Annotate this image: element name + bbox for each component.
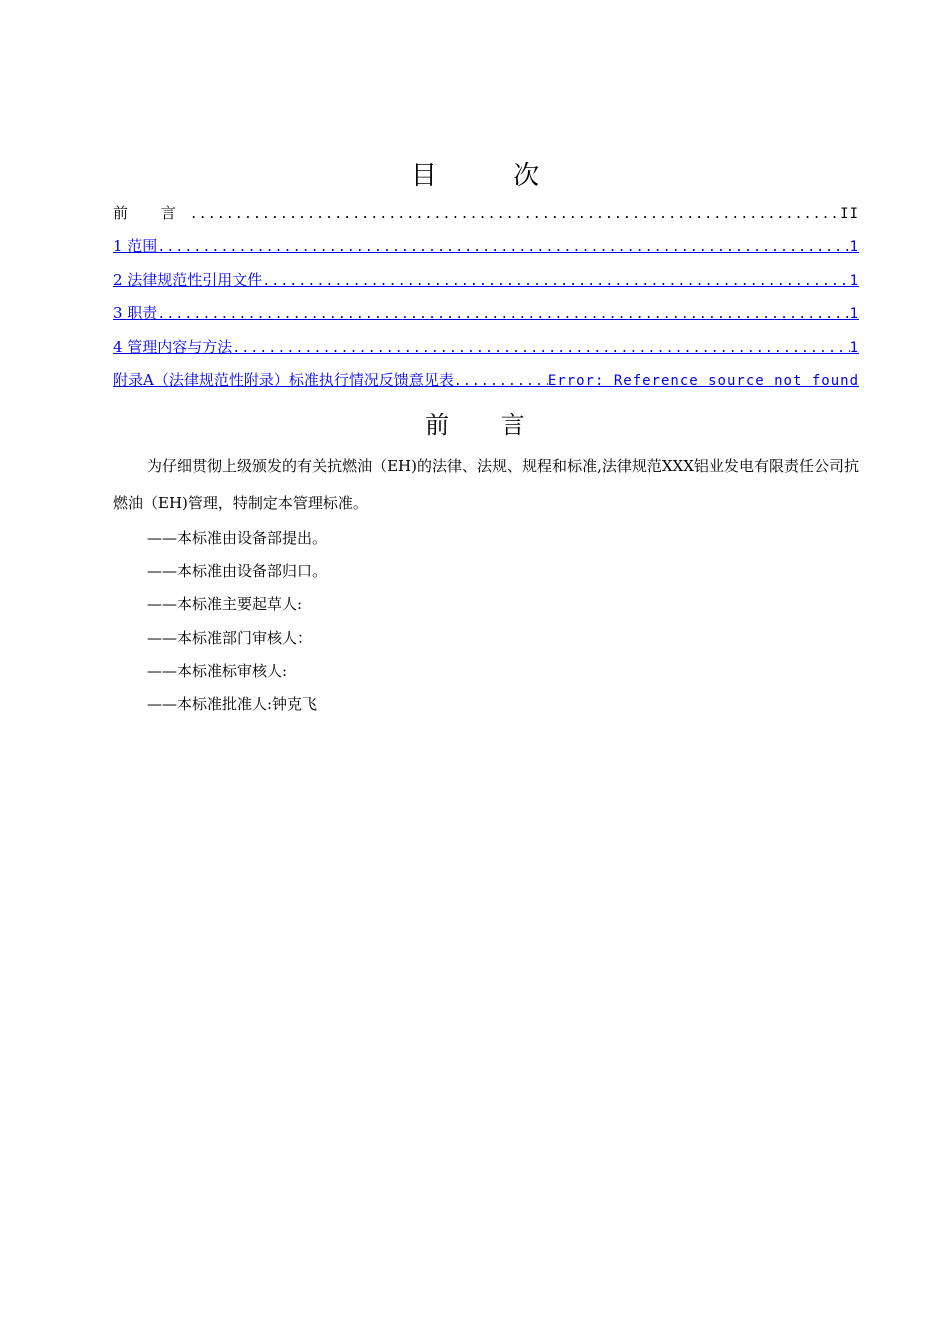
toc-leader-dots bbox=[157, 302, 849, 328]
preface-item: ——本标准由设备部归口。 bbox=[147, 562, 328, 581]
toc-entry-page: II bbox=[840, 206, 859, 222]
toc-entry-page: 1 bbox=[849, 239, 859, 256]
table-of-contents bbox=[113, 200, 859, 400]
toc-leader-dots bbox=[232, 336, 849, 362]
preface-item: ——本标准主要起草人: bbox=[147, 595, 303, 614]
toc-leader-dots bbox=[190, 202, 840, 228]
toc-leader-dots bbox=[454, 369, 548, 395]
toc-entry-label: 4 管理内容与方法 bbox=[113, 337, 233, 356]
toc-link-scope[interactable] bbox=[113, 233, 859, 266]
toc-title: 目 次 bbox=[410, 161, 574, 191]
preface-item: ——本标准部门审核人： bbox=[147, 628, 313, 647]
preface-item: ——本标准批准人:钟克飞 bbox=[147, 695, 318, 714]
toc-entry-label: 3 职责 bbox=[113, 304, 158, 323]
toc-link-appendix-a[interactable] bbox=[113, 367, 859, 400]
toc-entry-label: 1 范围 bbox=[113, 237, 158, 256]
toc-link-normative-references[interactable] bbox=[113, 267, 859, 300]
toc-entry-page: Error: Reference source not found bbox=[547, 372, 859, 389]
preface-item: ——本标准由设备部提出。 bbox=[147, 529, 328, 547]
toc-leader-dots bbox=[262, 269, 849, 295]
toc-link-responsibilities[interactable] bbox=[113, 300, 859, 333]
preface-title: 前 言 bbox=[425, 411, 547, 439]
toc-leader-dots bbox=[157, 235, 849, 261]
toc-entry-page: 1 bbox=[849, 339, 859, 356]
preface-paragraph: 为仔细贯彻上级颁发的有关抗燃油（EH)的法律、法规、规程和标准,法律规范XXX铝业发电有限责任公司抗燃油（EH)管理，特制定本管理标准。 bbox=[113, 457, 859, 512]
toc-link-management-content[interactable] bbox=[113, 334, 859, 367]
toc-entry-label: 2 法律规范性引用文件 bbox=[113, 270, 263, 289]
toc-entry-page: 1 bbox=[849, 306, 859, 323]
preface-body bbox=[113, 448, 859, 721]
toc-entry-preface[interactable] bbox=[113, 200, 859, 233]
toc-entry-label: 附录A（法律规范性附录）标准执行情况反馈意见表 bbox=[113, 370, 454, 389]
preface-item: ——本标准标审核人: bbox=[147, 661, 288, 680]
toc-entry-page: 1 bbox=[849, 272, 859, 289]
toc-entry-label: 前 言 bbox=[113, 204, 190, 222]
